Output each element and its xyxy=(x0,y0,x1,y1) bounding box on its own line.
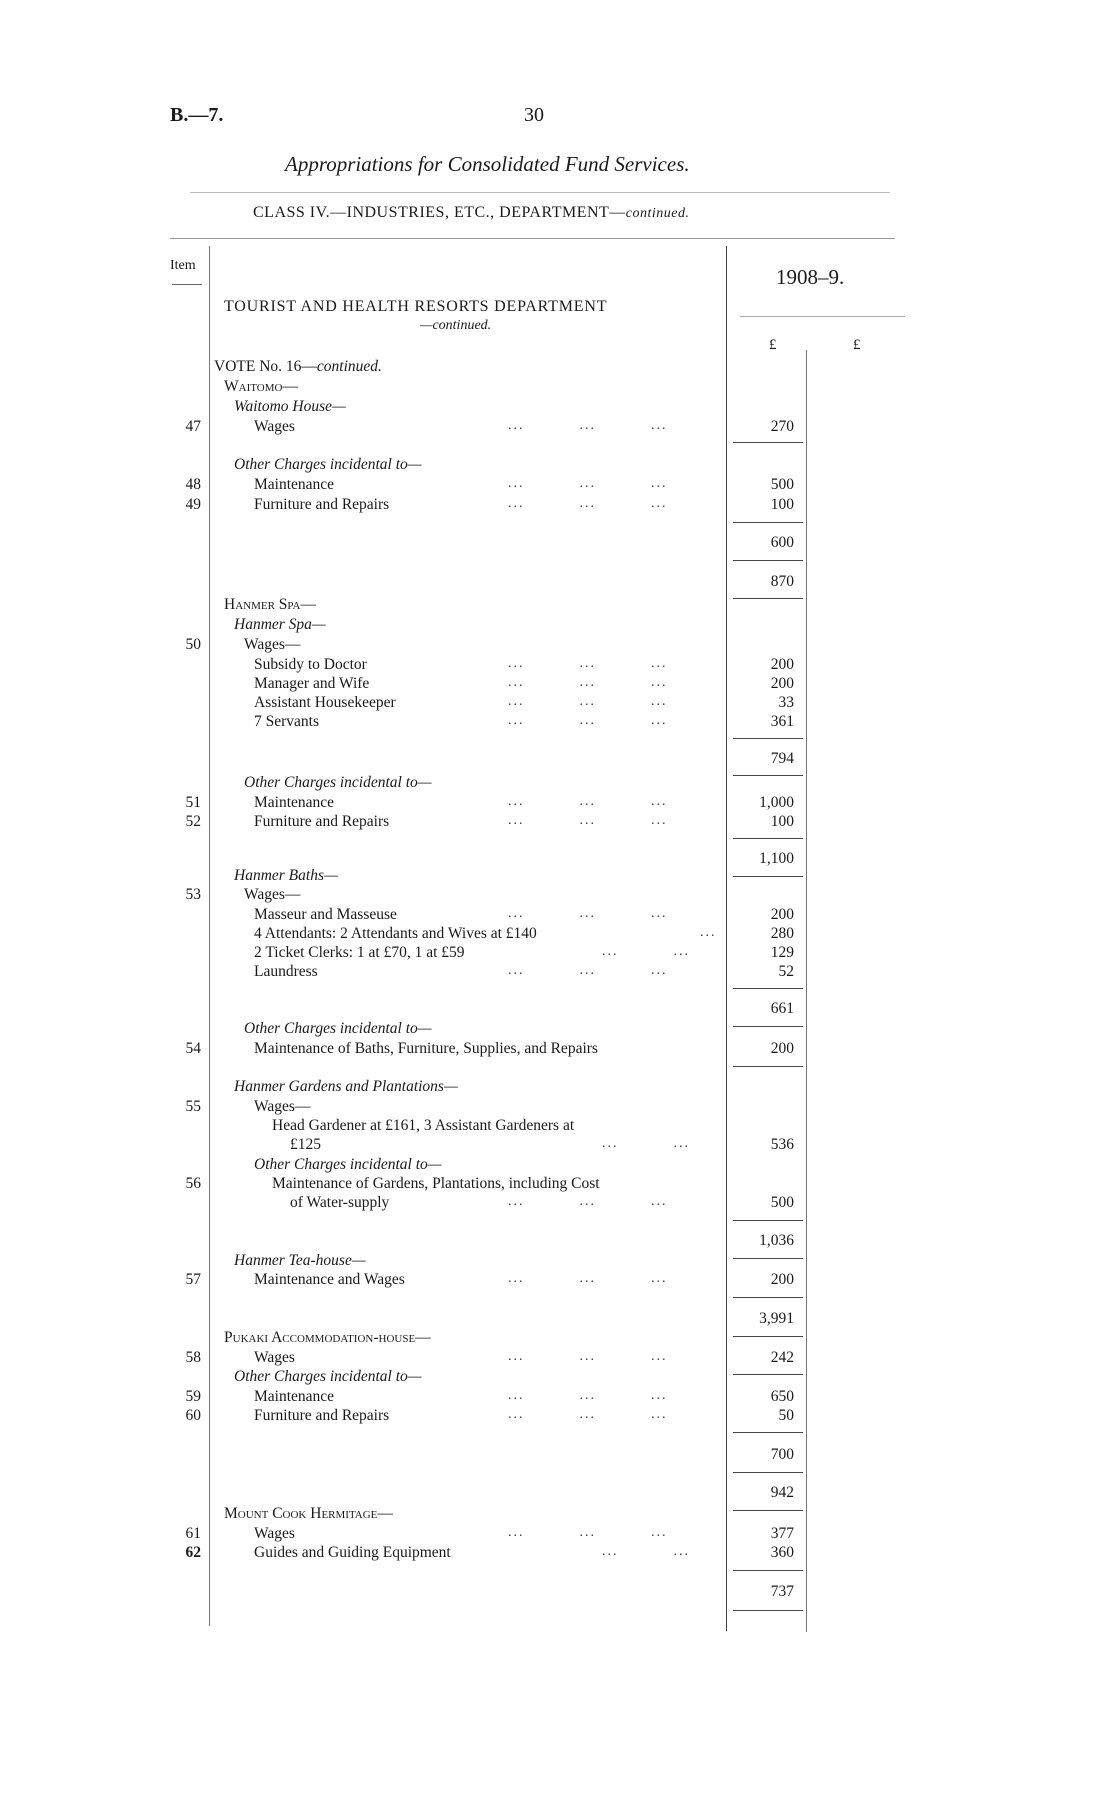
amount: 500 xyxy=(770,476,794,493)
department-heading: TOURIST AND HEALTH RESORTS DEPARTMENT xyxy=(224,298,608,315)
line-label: Wages xyxy=(254,418,295,435)
amount: 500 xyxy=(770,1194,794,1211)
line-label: Maintenance xyxy=(254,1388,335,1405)
leader-dots: ... ... ... xyxy=(508,1271,668,1286)
total-rule xyxy=(733,1472,803,1473)
total-rule xyxy=(733,1570,803,1571)
amount: 129 xyxy=(770,944,794,961)
item-number: 58 xyxy=(185,1349,201,1366)
amount: 242 xyxy=(770,1349,794,1366)
subtotal: 600 xyxy=(770,534,794,551)
total-rule xyxy=(733,598,803,599)
line-label: Assistant Housekeeper xyxy=(254,694,396,711)
line-label: Masseur and Masseuse xyxy=(254,906,397,923)
subsection-hanmer-spa: Hanmer Spa— xyxy=(234,616,326,633)
section-mount-cook: Mount Cook Hermitage— xyxy=(224,1505,393,1522)
leader-dots: ... ... ... xyxy=(508,713,668,728)
amount: 200 xyxy=(770,1271,794,1288)
item-number: 51 xyxy=(185,794,201,811)
line-label: 7 Servants xyxy=(254,713,320,730)
section-total: 737 xyxy=(770,1583,794,1600)
line-label: Guides and Guiding Equipment xyxy=(254,1544,451,1561)
item-number: 52 xyxy=(185,813,201,830)
item-number: 49 xyxy=(185,496,201,513)
total-rule xyxy=(733,1026,803,1027)
total-rule xyxy=(733,775,803,776)
total-rule xyxy=(733,988,803,989)
leader-dots: ... ... ... xyxy=(508,675,668,690)
amount: 650 xyxy=(770,1388,794,1405)
subtotal: 794 xyxy=(770,750,794,767)
leader-dots: ... ... ... xyxy=(508,794,668,809)
amount: 536 xyxy=(770,1136,794,1153)
leader-dots: ... ... ... xyxy=(508,476,668,491)
item-number: 60 xyxy=(185,1407,201,1424)
total-rule xyxy=(733,522,803,523)
line-label: Wages xyxy=(254,1525,295,1542)
leader-dots: ... ... ... xyxy=(508,496,668,511)
total-rule xyxy=(733,1066,803,1067)
leader-dots: ... ... ... xyxy=(508,813,668,828)
line-label: 4 Attendants: 2 Attendants and Wives at £140 xyxy=(254,925,537,942)
line-label: Maintenance and Wages xyxy=(254,1271,405,1288)
subsection-other-charges: Other Charges incidental to— xyxy=(244,774,432,791)
leader-dots: ... ... ... xyxy=(508,906,668,921)
subsection-other-charges: Other Charges incidental to— xyxy=(244,1020,432,1037)
line-label: Maintenance of Baths, Furniture, Supplies, and Repairs xyxy=(254,1040,598,1057)
line-label: Head Gardener at £161, 3 Assistant Gardeners at xyxy=(272,1117,575,1134)
line-label: Furniture and Repairs xyxy=(254,813,390,830)
amount: 33 xyxy=(778,694,794,711)
leader-dots: ... ... xyxy=(602,1136,690,1151)
item-number: 47 xyxy=(185,418,201,435)
subtotal: 661 xyxy=(770,1000,794,1017)
title-rule xyxy=(190,192,890,193)
total-rule xyxy=(733,1336,803,1337)
line-label: Furniture and Repairs xyxy=(254,496,390,513)
amount: 50 xyxy=(778,1407,794,1424)
total-rule xyxy=(733,1297,803,1298)
leader-dots: ... ... ... xyxy=(508,418,668,433)
item-number: 55 xyxy=(185,1098,201,1115)
leader-dots: ... ... ... xyxy=(508,1525,668,1540)
item-number: 50 xyxy=(185,636,201,653)
item-number: 61 xyxy=(185,1525,201,1542)
year-heading: 1908–9. xyxy=(776,265,845,289)
subsection-other-charges: Other Charges incidental to— xyxy=(234,1368,422,1385)
subsection-other-charges: Other Charges incidental to— xyxy=(254,1156,442,1173)
total-rule xyxy=(733,738,803,739)
total-rule xyxy=(733,1610,803,1611)
item-header-rule xyxy=(172,284,202,285)
amount: 200 xyxy=(770,1040,794,1057)
amount: 100 xyxy=(770,496,794,513)
amount: 200 xyxy=(770,906,794,923)
subsection-hanmer-tea-house: Hanmer Tea-house— xyxy=(234,1252,366,1269)
subsection-hanmer-gardens: Hanmer Gardens and Plantations— xyxy=(234,1078,458,1095)
amount: 361 xyxy=(770,713,794,730)
item-column-divider xyxy=(209,246,210,1626)
line-label: Furniture and Repairs xyxy=(254,1407,390,1424)
leader-dots: ... ... xyxy=(602,944,690,959)
amount: 1,000 xyxy=(759,794,794,811)
subsection-other-charges: Other Charges incidental to— xyxy=(234,456,422,473)
amount-subcolumn-divider xyxy=(806,350,807,1632)
subtotal: 700 xyxy=(770,1446,794,1463)
line-label: 2 Ticket Clerks: 1 at £70, 1 at £59 xyxy=(254,944,465,961)
total-rule xyxy=(733,1258,803,1259)
total-rule xyxy=(733,560,803,561)
amount: 200 xyxy=(770,656,794,673)
amount: 280 xyxy=(770,925,794,942)
amount: 270 xyxy=(770,418,794,435)
total-rule xyxy=(733,1374,803,1375)
page-title: Appropriations for Consolidated Fund Services. xyxy=(285,152,690,176)
total-rule xyxy=(733,1432,803,1433)
subsection-hanmer-baths: Hanmer Baths— xyxy=(234,867,338,884)
subtotal: 1,036 xyxy=(759,1232,794,1249)
amount: 52 xyxy=(778,963,794,980)
amount: 377 xyxy=(770,1525,794,1542)
page-number: 30 xyxy=(524,104,544,126)
item-number: 48 xyxy=(185,476,201,493)
subtotal: 1,100 xyxy=(759,850,794,867)
item-number: 53 xyxy=(185,886,201,903)
total-rule xyxy=(733,838,803,839)
leader-dots: ... ... ... xyxy=(508,694,668,709)
department-continued: —continued. xyxy=(420,318,492,333)
section-pukaki: Pukaki Accommodation-house— xyxy=(224,1329,431,1346)
class-heading: CLASS IV.—INDUSTRIES, ETC., DEPARTMENT—continued. xyxy=(253,204,690,221)
item-column-header: Item xyxy=(170,258,196,273)
line-label: Subsidy to Doctor xyxy=(254,656,367,673)
total-rule xyxy=(733,1220,803,1221)
line-label: Maintenance xyxy=(254,794,335,811)
line-label: Maintenance xyxy=(254,476,335,493)
item-number: 57 xyxy=(185,1271,201,1288)
leader-dots: ... ... ... xyxy=(508,1407,668,1422)
section-hanmer-spa: Hanmer Spa— xyxy=(224,596,316,613)
header-rule xyxy=(170,238,895,239)
line-label: Wages xyxy=(254,1349,295,1366)
total-rule xyxy=(733,1510,803,1511)
document-reference: B.—7. xyxy=(170,104,224,126)
leader-dots: ... ... ... xyxy=(508,1194,668,1209)
item-number: 56 xyxy=(185,1175,201,1192)
leader-dots: ... ... ... xyxy=(508,656,668,671)
line-label: Wages— xyxy=(244,886,301,903)
line-label: Manager and Wife xyxy=(254,675,370,692)
line-label: Wages— xyxy=(254,1098,311,1115)
item-number: 59 xyxy=(185,1388,201,1405)
year-rule xyxy=(740,316,905,317)
section-waitomo: Waitomo— xyxy=(224,378,298,395)
section-total: 3,991 xyxy=(759,1310,794,1327)
leader-dots: ... ... ... xyxy=(508,1388,668,1403)
leader-dots: ... ... xyxy=(602,1544,690,1559)
amount: 100 xyxy=(770,813,794,830)
line-label-continuation: of Water-supply xyxy=(290,1194,390,1211)
section-total: 942 xyxy=(770,1484,794,1501)
total-rule xyxy=(733,442,803,443)
item-number: 62 xyxy=(185,1544,201,1561)
total-rule xyxy=(733,876,803,877)
leader-dots: ... xyxy=(700,925,717,940)
pound-sign-column-1: £ xyxy=(769,337,777,353)
amount: 360 xyxy=(770,1544,794,1561)
leader-dots: ... ... ... xyxy=(508,963,668,978)
section-total: 870 xyxy=(770,573,794,590)
line-label: Wages— xyxy=(244,636,301,653)
line-label: Maintenance of Gardens, Plantations, including Cost xyxy=(272,1175,600,1192)
amount: 200 xyxy=(770,675,794,692)
item-number: 54 xyxy=(185,1040,201,1057)
pound-sign-column-2: £ xyxy=(853,337,861,353)
line-label-continuation: £125 xyxy=(290,1136,321,1153)
vote-heading: VOTE No. 16—continued. xyxy=(214,358,382,375)
subsection-waitomo-house: Waitomo House— xyxy=(234,398,346,415)
line-label: Laundress xyxy=(254,963,318,980)
leader-dots: ... ... ... xyxy=(508,1349,668,1364)
